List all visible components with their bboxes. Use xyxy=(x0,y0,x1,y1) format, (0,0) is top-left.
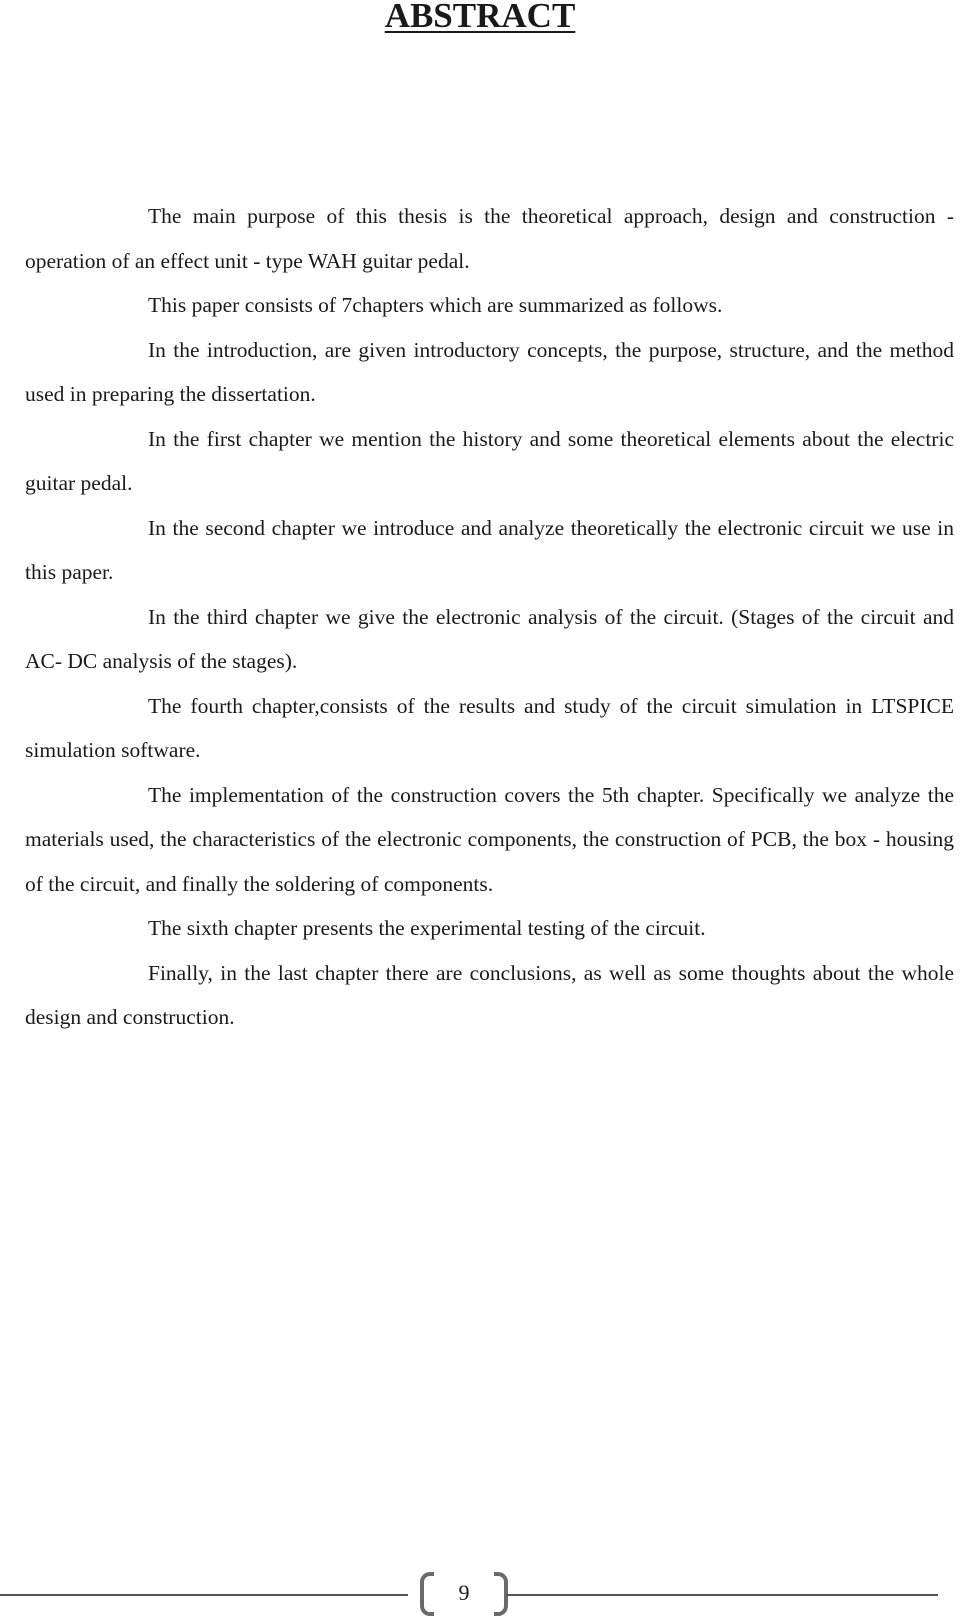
abstract-paragraph: In the third chapter we give the electronic analysis of the circuit. (Stages of the circuit and AC- DC analysis of the stages). xyxy=(25,604,954,673)
abstract-paragraph: The implementation of the construction covers the 5th chapter. Specifically we analyze the materials used, the characteristics of the electronic components, the construction of PCB, the box - housing of the circuit, and finally the soldering of components. xyxy=(25,782,954,896)
left-bracket-icon xyxy=(420,1572,434,1616)
abstract-paragraph: The main purpose of this thesis is the theoretical approach, design and construction - operation of an effect unit - type WAH guitar pedal. xyxy=(25,204,954,273)
abstract-paragraph: Finally, in the last chapter there are conclusions, as well as some thoughts about the whole design and construction. xyxy=(25,960,954,1029)
abstract-body xyxy=(25,194,954,1040)
abstract-paragraph: The fourth chapter,consists of the results and study of the circuit simulation in LTSPICE simulation software. xyxy=(25,693,954,762)
abstract-paragraph: In the introduction, are given introductory concepts, the purpose, structure, and the method used in preparing the dissertation. xyxy=(25,337,954,406)
page-footer xyxy=(0,1572,960,1618)
abstract-paragraph: In the first chapter we mention the history and some theoretical elements about the electric guitar pedal. xyxy=(25,426,954,495)
page-title: ABSTRACT xyxy=(384,0,576,35)
abstract-paragraph: This paper consists of 7chapters which are summarized as follows. xyxy=(148,293,723,317)
footer-rule-left xyxy=(0,1594,408,1596)
page-number: 9 xyxy=(458,1580,470,1605)
abstract-paragraph: The sixth chapter presents the experimental testing of the circuit. xyxy=(148,916,706,940)
abstract-paragraph: In the second chapter we introduce and analyze theoretically the electronic circuit we use in this paper. xyxy=(25,515,954,584)
footer-rule-right xyxy=(506,1594,938,1596)
